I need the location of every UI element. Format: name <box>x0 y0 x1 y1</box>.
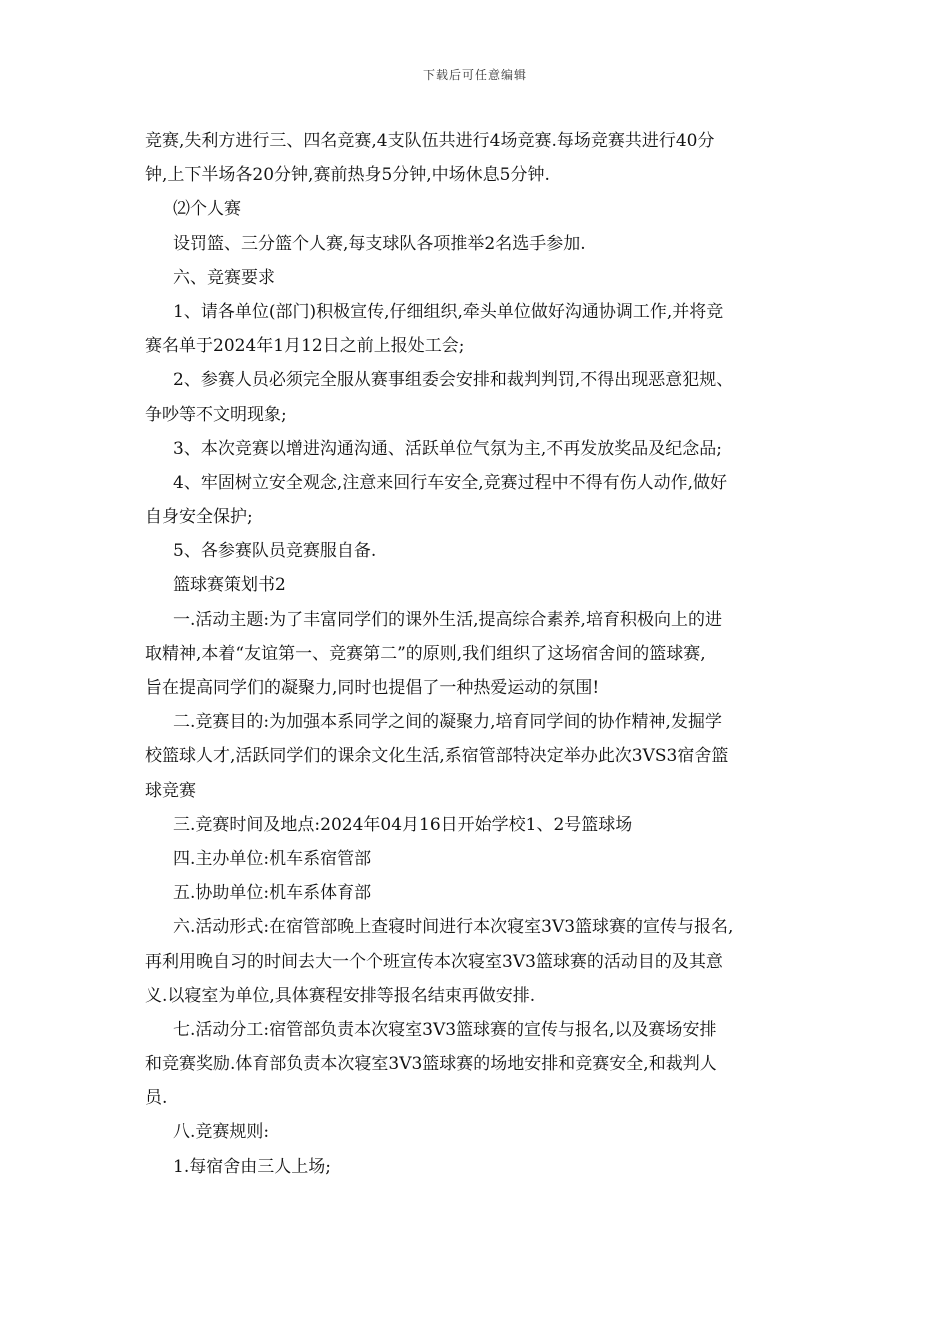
text-line: 2、参赛人员必须完全服从赛事组委会安排和裁判判罚,不得出现恶意犯规、 <box>173 370 734 391</box>
text-line: 争吵等不文明现象; <box>145 404 287 425</box>
text-line: 三.竞赛时间及地点:2024年04月16日开始学校1、2号篮球场 <box>173 814 633 835</box>
text-line: ⑵个人赛 <box>173 199 241 220</box>
text-line: 校篮球人才,活跃同学们的课余文化生活,系宿管部特决定举办此次3VS3宿舍篮 <box>145 746 729 767</box>
section-heading: 篮球赛策划书2 <box>173 575 286 596</box>
text-line: 七.活动分工:宿管部负责本次寝室3V3篮球赛的宣传与报名,以及赛场安排 <box>173 1019 717 1040</box>
document-body <box>145 124 810 1184</box>
text-line: 设罚篮、三分篮个人赛,每支球队各项推举2名选手参加. <box>173 233 586 254</box>
text-line: 四.主办单位:机车系宿管部 <box>173 848 372 869</box>
text-line: 4、牢固树立安全观念,注意来回行车安全,竞赛过程中不得有伤人动作,做好 <box>173 472 728 493</box>
text-line: 和竞赛奖励.体育部负责本次寝室3V3篮球赛的场地安排和竞赛安全,和裁判人 <box>145 1054 717 1075</box>
text-line: 二.竞赛目的:为加强本系同学之间的凝聚力,培育同学间的协作精神,发掘学 <box>173 712 722 733</box>
text-line: 员. <box>145 1088 168 1109</box>
text-line: 1、请各单位(部门)积极宣传,仔细组织,牵头单位做好沟通协调工作,并将竞 <box>173 301 724 322</box>
text-line: 取精神,本着“友谊第一、竞赛第二”的原则,我们组织了这场宿舍间的篮球赛, <box>145 643 706 664</box>
text-line: 球竞赛 <box>145 780 196 801</box>
text-line: 一.活动主题:为了丰富同学们的课外生活,提高综合素养,培育积极向上的进 <box>173 609 722 630</box>
page-header: 下载后可任意编辑 <box>422 68 527 82</box>
text-line: 义.以寝室为单位,具体赛程安排等报名结束再做安排. <box>145 985 536 1006</box>
section-heading: 八.竞赛规则: <box>173 1122 270 1143</box>
text-line: 再利用晚自习的时间去大一个个班宣传本次寝室3V3篮球赛的活动目的及其意 <box>145 951 723 972</box>
text-line: 1.每宿舍由三人上场; <box>173 1156 331 1177</box>
text-line: 六.活动形式:在宿管部晚上查寝时间进行本次寝室3V3篮球赛的宣传与报名, <box>173 917 734 938</box>
text-line: 钟,上下半场各20分钟,赛前热身5分钟,中场休息5分钟. <box>145 165 550 186</box>
text-line: 3、本次竞赛以增进沟通沟通、活跃单位气氛为主,不再发放奖品及纪念品; <box>173 438 722 459</box>
text-line: 旨在提高同学们的凝聚力,同时也提倡了一种热爱运动的氛围! <box>145 678 600 698</box>
text-line: 赛名单于2024年1月12日之前上报处工会; <box>145 336 465 357</box>
text-line: 自身安全保护; <box>145 507 253 528</box>
text-line: 竞赛,失利方进行三、四名竞赛,4支队伍共进行4场竞赛.每场竞赛共进行40分 <box>145 131 715 151</box>
text-line: 五.协助单位:机车系体育部 <box>173 883 372 904</box>
text-line: 5、各参赛队员竞赛服自备. <box>173 541 377 562</box>
section-heading: 六、竞赛要求 <box>173 267 275 288</box>
